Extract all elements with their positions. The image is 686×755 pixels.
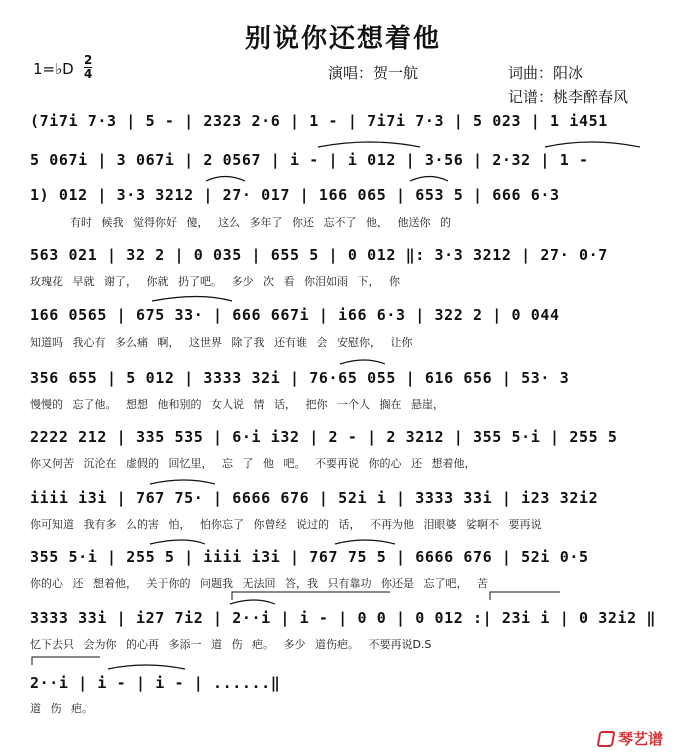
lyric-line-8: 你可知道 我有多 么的害 怕， 怕你忘了 你曾经 说过的 话， 不再为他 泪眼婆 娑啊不 要再说 xyxy=(30,518,542,531)
staff-line-8: iiii i3i | 767 75· | 6666 676 | 52i i | 3333 33i | i23 32i2 xyxy=(30,489,599,507)
lyric-line-11: 道 伤 疤。 xyxy=(30,702,93,715)
lyric-line-7: 你又何苦 沉沦在 虚假的 回忆里， 忘 了 他 吧。 不要再说 你的心 还 想着他， xyxy=(30,457,476,470)
song-title: 别说你还想着他 xyxy=(244,24,441,54)
staff-line-9: 355 5·i | 255 5 | iiii i3i | 767 75 5 | 6666 676 | 52i 0·5 xyxy=(30,548,589,566)
composer-credit: 词曲：阳冰 xyxy=(508,64,584,82)
staff-line-6: 356 655 | 5 012 | 3333 32i | 76·65 055 | 616 656 | 53· 3 xyxy=(30,369,570,387)
lyric-line-3: 有时 候我 觉得你好 傻， 这么 多年了 你还 忘不了 他， 他送你 的 xyxy=(70,216,451,229)
transcriber-credit: 记谱：桃李醉春风 xyxy=(508,88,629,106)
staff-line-1: (7i7i 7·3 | 5 - | 2323 2·6 | 1 - | 7i7i 7·3 | 5 023 | 1 i451 xyxy=(30,112,608,130)
lyric-line-9: 你的心 还 想着他， 关于你的 问题我 无法回 答，我 只有靠功 你还是 忘了吧， 苦 xyxy=(30,577,488,590)
slur xyxy=(152,297,232,302)
time-signature-bottom: 4 xyxy=(84,67,93,81)
slur xyxy=(206,177,245,182)
staff-line-3: 1) 012 | 3·3 3212 | 27· 017 | 166 065 | 653 5 | 666 6·3 xyxy=(30,186,560,204)
slur xyxy=(335,540,395,544)
lyric-line-4: 玫瑰花 早就 谢了， 你就 扔了吧。 多少 次 看 你泪如雨 下， 你 xyxy=(30,275,400,288)
staff-line-5: 166 0565 | 675 33· | 666 667i | i66 6·3 | 322 2 | 0 044 xyxy=(30,306,560,324)
slur xyxy=(108,665,185,669)
volta-bracket xyxy=(490,592,560,600)
slur xyxy=(150,540,205,544)
lyric-line-5: 知道吗 我心有 多么痛 啊， 这世界 除了我 还有谁 会 安慰你， 让你 xyxy=(30,336,413,349)
lyric-line-10: 忆下去只 会为你 的心再 多添一 道 伤 疤。 多少 道伤疤。 不要再说D.S xyxy=(30,638,432,651)
slur xyxy=(410,177,448,182)
staff-line-10: 3333 33i | i27 7i2 | 2··i | i - | 0 0 | 0 012 :| 23i i | 0 32i2 ‖ xyxy=(30,609,656,627)
staff-line-4: 563 021 | 32 2 | 0 035 | 655 5 | 0 012 ‖: 3·3 3212 | 27· 0·7 xyxy=(30,246,608,264)
logo-icon xyxy=(597,731,616,747)
time-signature-top: 2 xyxy=(84,53,93,67)
slur xyxy=(150,480,215,484)
singer-credit: 演唱：贺一航 xyxy=(328,64,419,82)
staff-line-7: 2222 212 | 335 535 | 6·i i32 | 2 - | 2 3212 | 355 5·i | 255 5 xyxy=(30,428,618,446)
key-signature: 1=♭D xyxy=(33,60,74,78)
slur xyxy=(230,600,275,604)
slur xyxy=(340,360,385,364)
slur xyxy=(318,142,420,147)
watermark-logo xyxy=(598,728,663,749)
volta-bracket xyxy=(32,657,100,665)
watermark-text: 琴艺谱 xyxy=(618,730,664,748)
volta-bracket xyxy=(232,592,390,600)
slur xyxy=(545,142,640,147)
staff-line-2: 5 067i | 3 067i | 2 0567 | i - | i 012 | 3·56 | 2·32 | 1 - xyxy=(30,151,589,169)
staff-line-11: 2··i | i - | i - | ......‖ xyxy=(30,674,281,692)
lyric-line-6: 慢慢的 忘了他。 想想 他和别的 女人说 情 话， 把你 一个人 搁在 悬崖， xyxy=(30,398,444,411)
